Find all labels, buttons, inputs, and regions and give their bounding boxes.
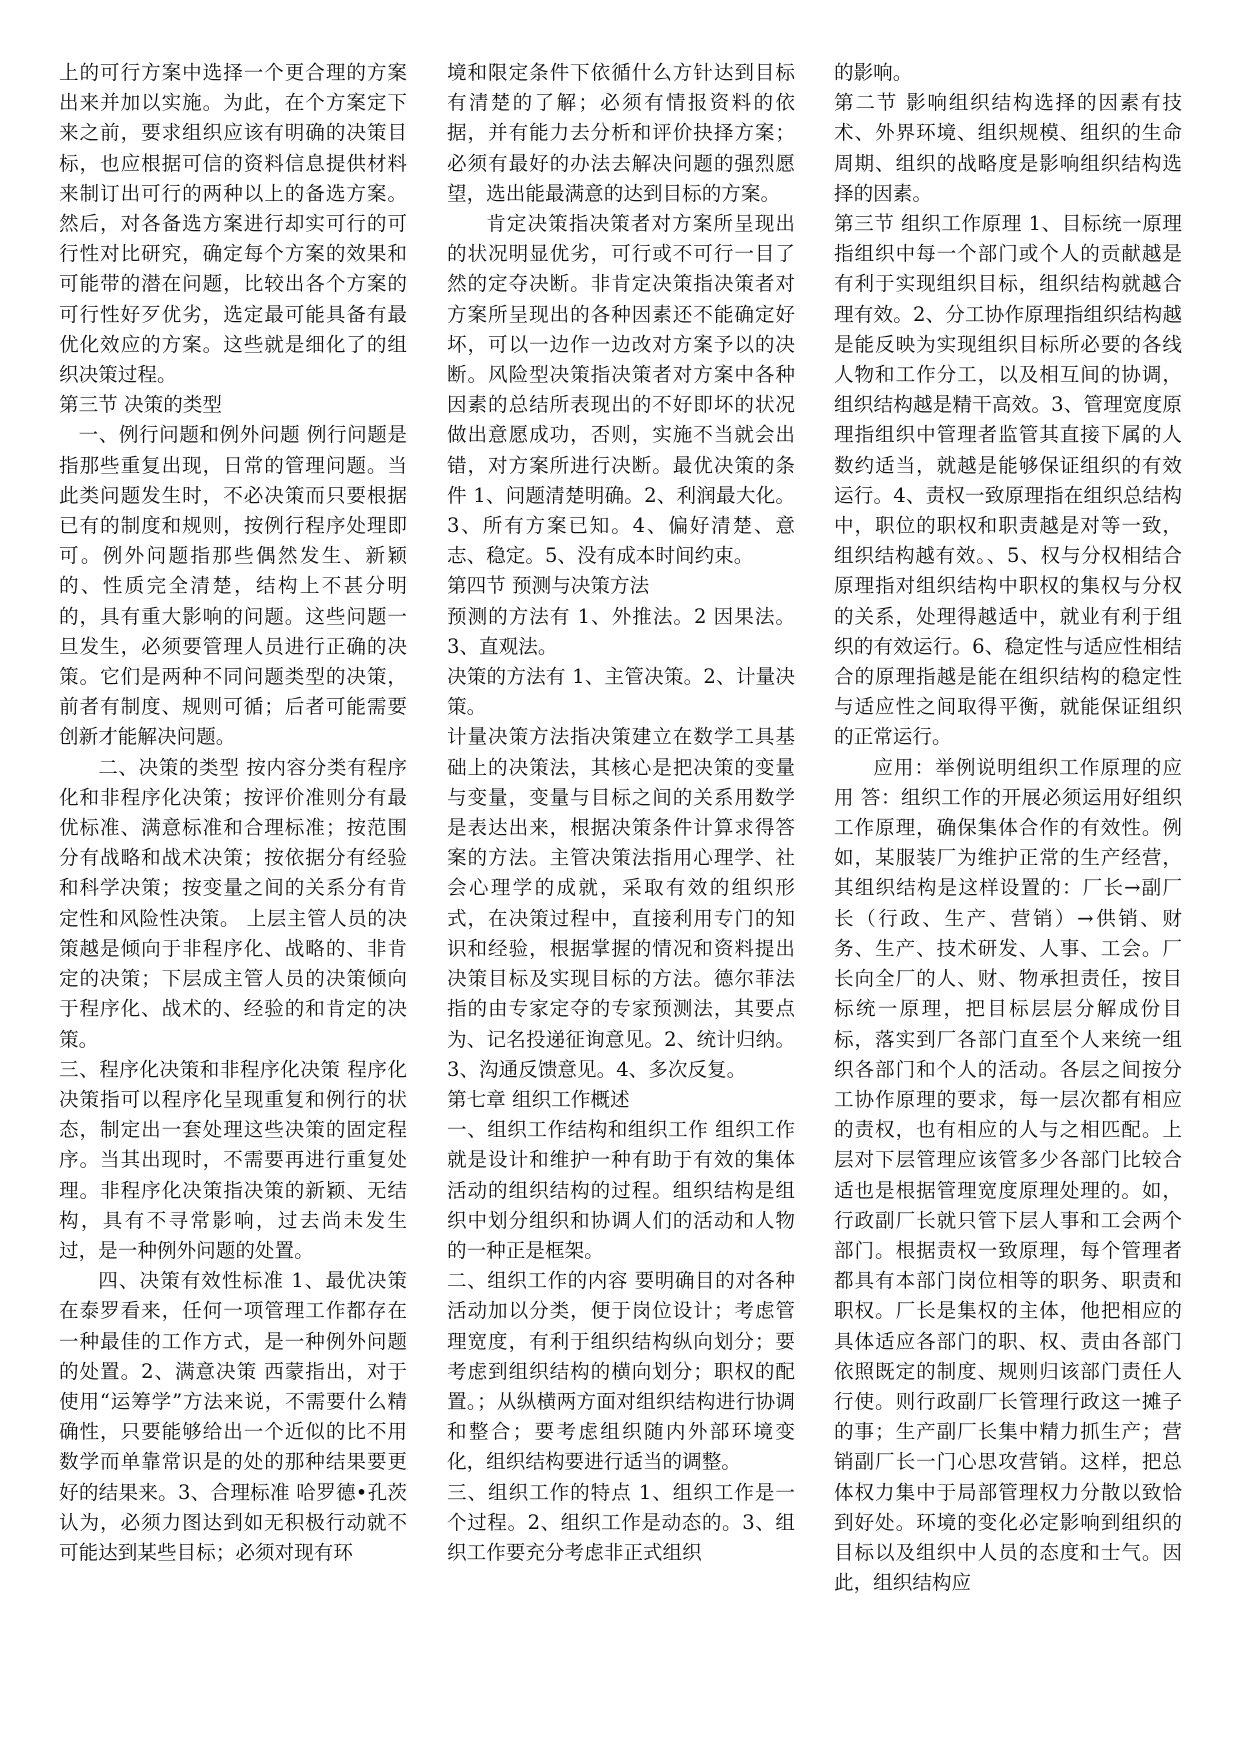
paragraph: 二、组织工作的内容 要明确目的对各种活动加以分类，便于岗位设计；考虑管理宽度，有利于组织结构纵向划分；要考虑到组织结构的横向划分；职权的配置。；从纵横两方面对组织结构进行协调和整合；要考虑组织随内外部环境变化，组织结构要进行适当的调整。 — [447, 1269, 795, 1474]
paragraph: 一、组织工作结构和组织工作 组织工作就是设计和维护一种有助于有效的集体活动的组织结构的过程。组织结构是组织中划分组织和协调人们的活动和人物的一种正是框架。 — [447, 1118, 795, 1262]
paragraph: 三、组织工作的特点 1、组织工作是一个过程。2、组织工作是动态的。3、组织工作要充分考虑非正式组织 — [447, 1480, 795, 1564]
text-column-right — [834, 58, 1182, 1738]
text-column-left — [59, 58, 407, 1738]
paragraph: 一、例行问题和例外问题 例行问题是指那些重复出现，日常的管理问题。当此类问题发生时，不必决策而只要根据已有的制度和规则，按例行程序处理即可。例外问题指那些偶然发生、新颖的、性质完全清楚，结构上不甚分明的，具有重大影响的问题。这些问题一旦发生，必须要管理人员进行正确的决策。它们是两种不同问题类型的决策，前者有制度、规则可循；后者可能需要创新才能解决问题。 — [59, 423, 407, 749]
paragraph: 计量决策方法指决策建立在数学工具基础上的决策法，其核心是把决策的变量与变量，变量与目标之间的关系用数学是表达出来，根据决策条件计算求得答案的方法。主管决策法指用心理学、社会心理学的成就，采取有效的组织形式，在决策过程中，直接利用专门的知识和经验，根据掌握的情况和资料提出决策目标及实现目标的方法。德尔菲法指的由专家定夺的专家预测法，其要点为、记名投递征询意见。2、统计归纳。3、沟通反馈意见。4、多次反复。 — [447, 725, 795, 1081]
text-column-middle — [447, 58, 795, 1738]
paragraph: 肯定决策指决策者对方案所呈现出的状况明显优劣，可行或不可行一目了然的定夺决断。非肯定决策指决策者对方案所呈现出的各种因素还不能确定好坏，可以一边作一边改对方案予以的决断。风险型决策指决策者对方案中各种因素的总结所表现出的不好即坏的状况做出意愿成功，否则，实施不当就会出错，对方案所进行决断。最优决策的条件 1、问题清楚明确。2、利润最大化。3、所有方案已知。4、偏好清楚、意志、稳定。5、没有成本时间约束。 — [447, 212, 795, 568]
paragraph: 上的可行方案中选择一个更合理的方案出来并加以实施。为此，在个方案定下来之前，要求组织应该有明确的决策目标，也应根据可信的资料信息提供材料来制订出可行的两种以上的备选方案。然后，对各备选方案进行却实可行的可行性对比研究，确定每个方案的效果和可能带的潜在问题，比较出各个方案的可行性好歹优劣，选定最可能具备有最优化效应的方案。这些就是细化了的组织决策过程。 — [59, 61, 407, 387]
section-heading: 第三节 决策的类型 — [59, 393, 222, 417]
paragraph: 第三节 组织工作原理 1、目标统一原理指组织中每一个部门或个人的贡献越是有利于实现组织目标，组织结构就越合理有效。2、分工协作原理指组织结构越是能反映为实现组织目标所必要的各线人物和工作分工，以及相互间的协调，组织结构越是精干高效。3、管理宽度原理指组织中管理者监管其直接下属的人数约适当，就越是能够保证组织的有效运行。4、责权一致原理指在组织总结构中，职位的职权和职责越是对等一致，组织结构越有效。、5、权与分权相结合原理指对组织结构中职权的集权与分权的关系，处理得越适中，就业有利于组织的有效运行。6、稳定性与适应性相结合的原理指越是能在组织结构的稳定性与适应性之间取得平衡，就能保证组织的正常运行。 — [834, 212, 1182, 749]
paragraph: 四、决策有效性标准 1、最优决策 在泰罗看来，任何一项管理工作都存在一种最佳的工作方式，是一种例外问题的处置。2、满意决策 西蒙指出，对于使用“运筹学”方法来说，不需要什么精确性，只要能够给出一个近似的比不用数学而单靠常识是的处的那种结果要更好的结果来。3、合理标准 哈罗德•孔茨认为，必须力图达到如无积极行动就不可能达到某些目标；必须对现有环 — [59, 1269, 407, 1564]
paragraph: 预测的方法有 1、外推法。2 因果法。3、直观法。 — [447, 604, 795, 658]
paragraph: 应用：举例说明组织工作原理的应用 答：组织工作的开展必须运用好组织工作原理，确保集体合作的有效性。例如，某服装厂为维护正常的生产经营，其组织结构是这样设置的：厂长→副厂长（行政、生产、营销）→供销、财务、生产、技术研发、人事、工会。厂长向全厂的人、财、物承担责任，按目标统一原理，把目标层层分解成份目标，落实到厂各部门直至个人来统一组织各部门和个人的活动。各层之间按分工协作原理的要求，每一层次都有相应的责权，也有相应的人与之相匹配。上层对下层管理应该管多少各部门比较合适也是根据管理宽度原理处理的。如，行政副厂长就只管下层人事和工会两个部门。根据责权一致原理，每个管理者都具有本部门岗位相等的职务、职责和职权。厂长是集权的主体，他把相应的具体适应各部门的职、权、责由各部门依照既定的制度、规则归该部门责任人行使。则行政副厂长管理行政这一摊子的事；生产副厂长集中精力抓生产；营销副厂长一门心思攻营销。这样，把总体权力集中于局部管理权力分散以致恰到好处。环境的变化必定影响到组织的目标以及组织中人员的态度和士气。因此，组织结构应 — [834, 755, 1182, 1595]
paragraph: 第二节 影响组织结构选择的因素有技术、外界环境、组织规模、组织的生命周期、组织的战略度是影响组织结构选择的因素。 — [834, 91, 1182, 205]
chapter-heading: 第七章 组织工作概述 — [447, 1087, 630, 1111]
paragraph: 境和限定条件下依循什么方针达到目标有清楚的了解；必须有情报资料的依据，并有能力去分析和评价抉择方案；必须有最好的办法去解决问题的强烈愿望，选出能最满意的达到目标的方案。 — [447, 61, 795, 205]
paragraph: 二、决策的类型 按内容分类有程序化和非程序化决策；按评价准则分有最优标准、满意标准和合理标准；按范围分有战略和战术决策；按依据分有经验和科学决策；按变量之间的关系分有肯定性和风险性决策。 上层主管人员的决策越是倾向于非程序化、战略的、非肯定的决策；下层成主管人员的决策倾向于程序化、战术的、经验的和肯定的决策。 — [59, 755, 407, 1051]
paragraph: 的影响。 — [834, 61, 913, 84]
section-heading: 第四节 预测与决策方法 — [447, 574, 650, 598]
paragraph: 三、程序化决策和非程序化决策 程序化决策指可以程序化呈现重复和例行的状态，制定出一套处理这些决策的固定程序。当其出现时，不需要再进行重复处理。非程序化决策指决策的新颖、无结构，具有不寻常影响，过去尚未发生过，是一种例外问题的处置。 — [59, 1057, 407, 1262]
paragraph: 决策的方法有 1、主管决策。2、计量决策。 — [447, 665, 795, 719]
